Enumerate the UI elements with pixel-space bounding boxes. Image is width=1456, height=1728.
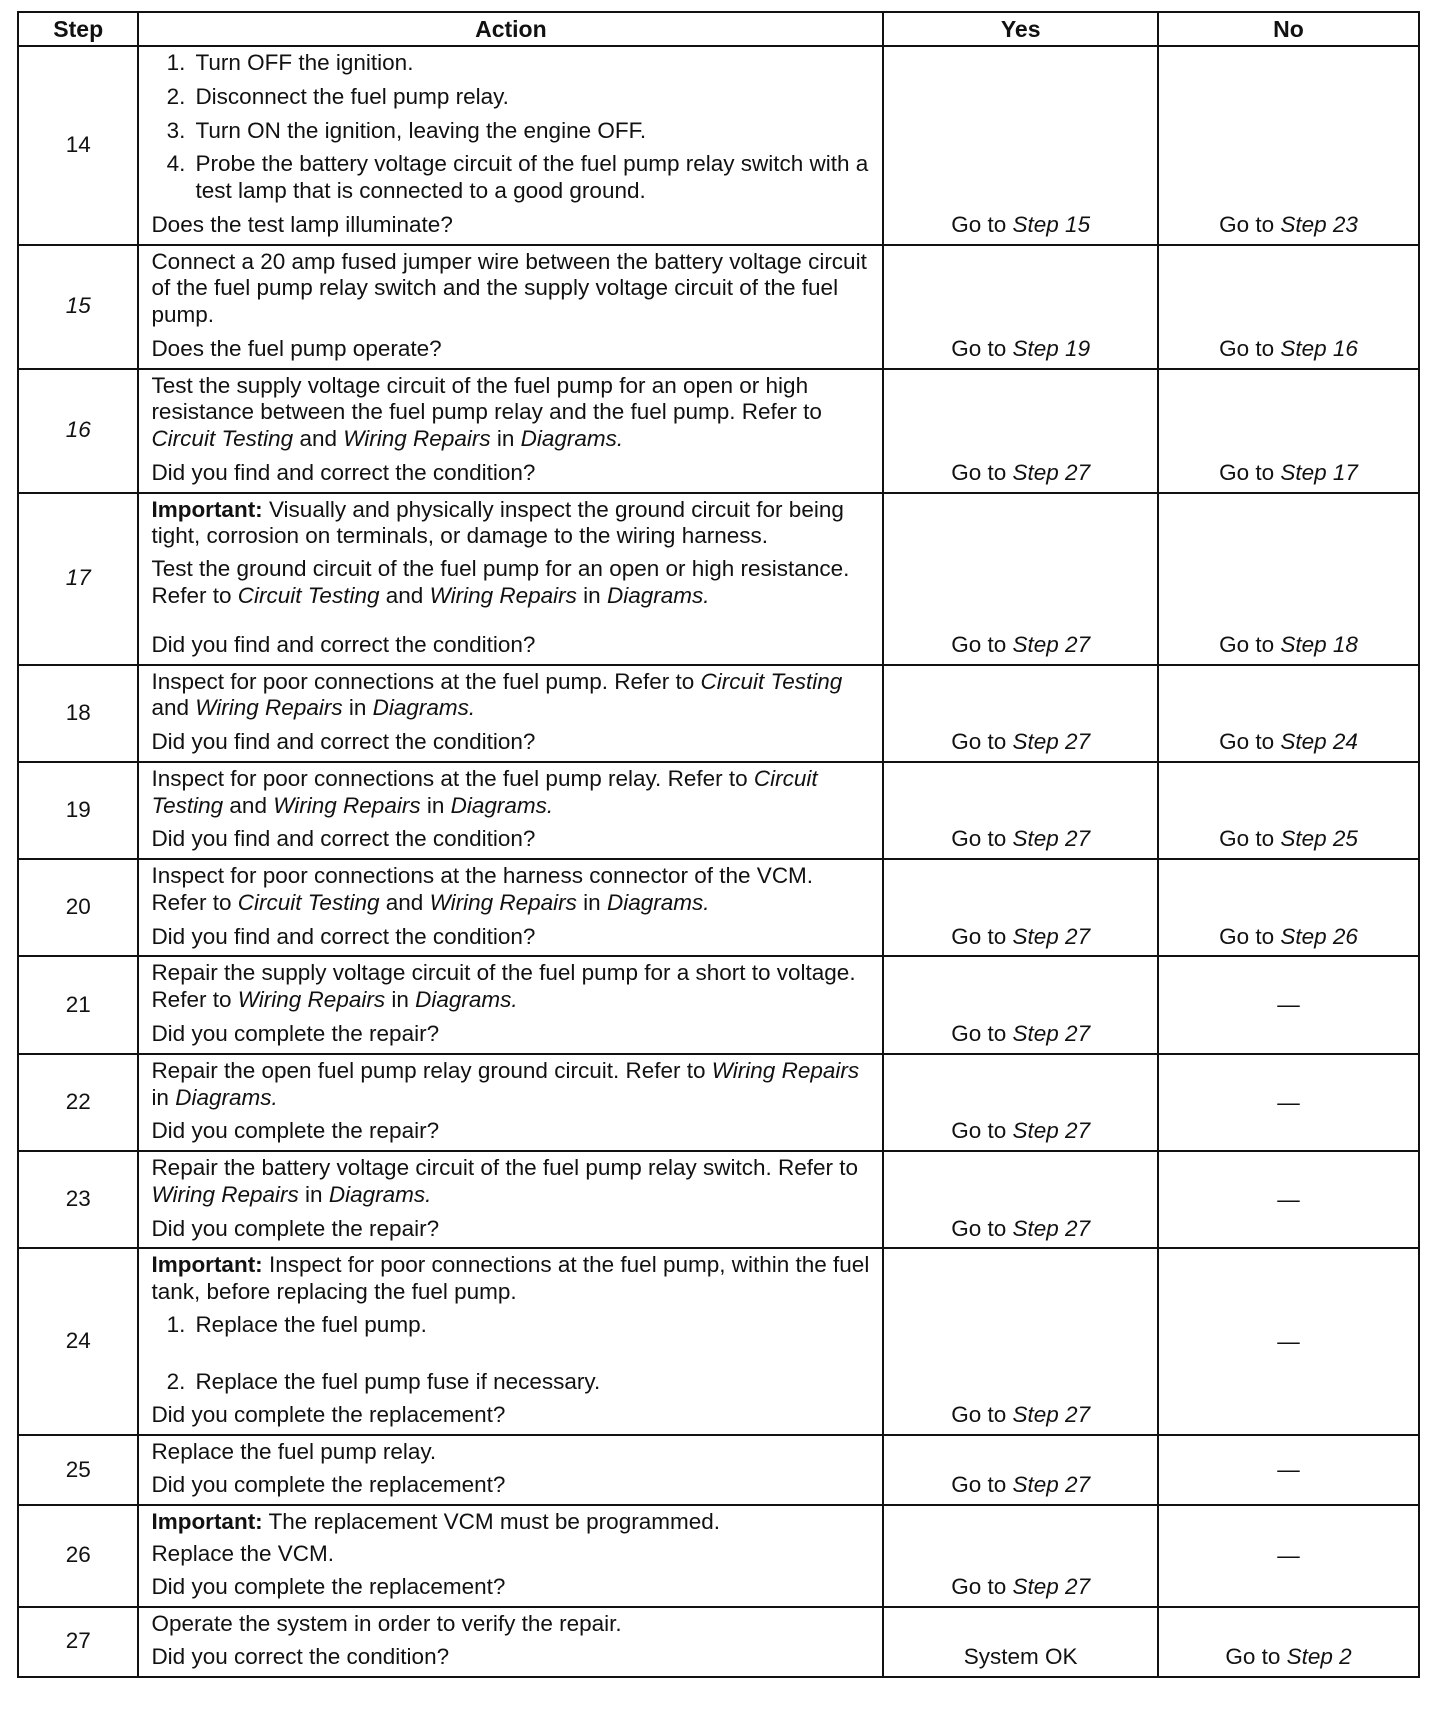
- table-row: [18, 245, 1419, 369]
- header-step: Step: [18, 12, 138, 46]
- no-cell: Go to Step 17: [1158, 369, 1419, 493]
- step-link[interactable]: Step 17: [1280, 459, 1358, 485]
- action-cell: Inspect for poor connections at the fuel pump. Refer to Circuit Testing and Wiring Repairs in Diagrams. Did you find and correct the condition?: [138, 665, 883, 762]
- action-cell: Repair the supply voltage circuit of the fuel pump for a short to voltage. Refer to Wiring Repairs in Diagrams. Did you complete the repair?: [138, 956, 883, 1053]
- action-cell: Operate the system in order to verify the repair. Did you correct the condition?: [138, 1607, 883, 1677]
- yes-cell: System OK: [883, 1607, 1158, 1677]
- yes-cell: Go to Step 15: [883, 46, 1158, 245]
- step-number: 25: [18, 1435, 138, 1505]
- list-item: 2. Replace the fuel pump fuse if necessary.: [166, 1368, 601, 1394]
- yes-cell: Go to Step 27: [883, 1151, 1158, 1248]
- action-cell: Test the supply voltage circuit of the fuel pump for an open or high resistance between the fuel pump relay and the fuel pump. Refer to Circuit Testing and Wiring Repairs in Diagrams. Did you find and correct the condition?: [138, 369, 883, 493]
- step-link[interactable]: Step 27: [1012, 923, 1091, 949]
- table-row: [18, 665, 1419, 762]
- action-cell: [138, 46, 883, 245]
- header-yes: Yes: [883, 12, 1158, 46]
- step-link[interactable]: Step 27: [1012, 1118, 1091, 1144]
- question: Did you find and correct the condition?: [151, 826, 536, 852]
- no-cell: Go to Step 16: [1158, 245, 1419, 369]
- step-number: 21: [18, 956, 138, 1053]
- table-row: [18, 859, 1419, 956]
- no-cell: Go to Step 23: [1158, 46, 1419, 245]
- question: Did you complete the repair?: [151, 1215, 440, 1241]
- question: Did you correct the condition?: [151, 1643, 450, 1669]
- table-row: [18, 1505, 1419, 1607]
- step-link[interactable]: Step 15: [1012, 211, 1091, 237]
- diagnostic-table: [17, 11, 1420, 1678]
- action-cell: Inspect for poor connections at the harness connector of the VCM. Refer to Circuit Testing and Wiring Repairs in Diagrams. Did you find and correct the condition?: [138, 859, 883, 956]
- step-link[interactable]: Step 2: [1286, 1643, 1352, 1669]
- no-cell: —: [1158, 1248, 1419, 1435]
- yes-cell: Go to Step 27: [883, 956, 1158, 1053]
- step-number: 26: [18, 1505, 138, 1607]
- header-action: Action: [138, 12, 883, 46]
- step-link[interactable]: Step 27: [1012, 1020, 1091, 1046]
- action-cell: Connect a 20 amp fused jumper wire between the battery voltage circuit of the fuel pump relay switch and the supply voltage circuit of the fuel pump. Does the fuel pump operate?: [138, 245, 883, 369]
- important-label: Important:: [151, 496, 263, 522]
- step-link[interactable]: Step 19: [1012, 335, 1091, 361]
- table-row: [18, 46, 1419, 245]
- step-number: 19: [18, 762, 138, 859]
- action-cell: Important: Inspect for poor connections at the fuel pump, within the fuel tank, before replacing the fuel pump. 1. Replace the fuel pump. 2. Replace the fuel pump fuse if necessary. Did you complete the replacement?: [138, 1248, 883, 1435]
- step-link[interactable]: Step 27: [1012, 826, 1091, 852]
- step-link[interactable]: Step 27: [1012, 631, 1091, 657]
- yes-cell: Go to Step 27: [883, 859, 1158, 956]
- question: Did you find and correct the condition?: [151, 923, 536, 949]
- step-number: 27: [18, 1607, 138, 1677]
- step-link[interactable]: Step 25: [1280, 826, 1358, 852]
- table-row: [18, 1151, 1419, 1248]
- table-row: [18, 762, 1419, 859]
- step-link[interactable]: Step 27: [1012, 459, 1091, 485]
- step-link[interactable]: Step 24: [1280, 729, 1358, 755]
- table-row: [18, 1248, 1419, 1435]
- step-number: 16: [18, 369, 138, 493]
- yes-cell: Go to Step 27: [883, 1505, 1158, 1607]
- question: Does the fuel pump operate?: [151, 335, 442, 361]
- table-row: [18, 1435, 1419, 1505]
- header-row: [18, 12, 1419, 46]
- question: Did you complete the repair?: [151, 1020, 440, 1046]
- important-label: Important:: [151, 1252, 263, 1278]
- no-cell: —: [1158, 1435, 1419, 1505]
- yes-cell: Go to Step 27: [883, 369, 1158, 493]
- action-cell: Replace the fuel pump relay. Did you complete the replacement?: [138, 1435, 883, 1505]
- list-item: 1. Turn OFF the ignition.: [166, 50, 414, 75]
- step-number: 22: [18, 1054, 138, 1151]
- yes-cell: Go to Step 27: [883, 493, 1158, 665]
- question: Did you find and correct the condition?: [151, 459, 536, 485]
- no-cell: Go to Step 24: [1158, 665, 1419, 762]
- question: Did you complete the replacement?: [151, 1574, 506, 1600]
- question: Does the test lamp illuminate?: [151, 211, 453, 237]
- yes-cell: Go to Step 19: [883, 245, 1158, 369]
- list-item: 1. Replace the fuel pump.: [166, 1311, 427, 1337]
- step-link[interactable]: Step 27: [1012, 729, 1091, 755]
- no-cell: Go to Step 2: [1158, 1607, 1419, 1677]
- yes-cell: Go to Step 27: [883, 665, 1158, 762]
- step-link[interactable]: Step 27: [1012, 1471, 1091, 1497]
- table-row: [18, 369, 1419, 493]
- step-number: 23: [18, 1151, 138, 1248]
- step-link[interactable]: Step 27: [1012, 1402, 1091, 1428]
- step-number: 17: [18, 493, 138, 665]
- yes-cell: Go to Step 27: [883, 1054, 1158, 1151]
- step-link[interactable]: Step 23: [1280, 211, 1358, 237]
- no-cell: —: [1158, 1505, 1419, 1607]
- no-cell: —: [1158, 1151, 1419, 1248]
- action-cell: Important: The replacement VCM must be programmed. Replace the VCM. Did you complete the replacement?: [138, 1505, 883, 1607]
- table-row: [18, 493, 1419, 665]
- step-number: 14: [18, 46, 138, 245]
- step-number: 20: [18, 859, 138, 956]
- yes-cell: Go to Step 27: [883, 1435, 1158, 1505]
- question: Did you complete the replacement?: [151, 1471, 506, 1497]
- no-cell: Go to Step 18: [1158, 493, 1419, 665]
- question: Did you find and correct the condition?: [151, 729, 536, 755]
- table-row: [18, 1607, 1419, 1677]
- table-row: [18, 956, 1419, 1053]
- action-cell: Repair the open fuel pump relay ground circuit. Refer to Wiring Repairs in Diagrams. Did you complete the repair?: [138, 1054, 883, 1151]
- step-link[interactable]: Step 16: [1280, 335, 1358, 361]
- table-row: [18, 1054, 1419, 1151]
- action-cell: Inspect for poor connections at the fuel pump relay. Refer to Circuit Testing and Wiring Repairs in Diagrams. Did you find and correct the condition?: [138, 762, 883, 859]
- no-cell: Go to Step 26: [1158, 859, 1419, 956]
- step-link[interactable]: Step 26: [1280, 923, 1358, 949]
- step-number: 24: [18, 1248, 138, 1435]
- step-link[interactable]: Step 27: [1012, 1574, 1091, 1600]
- step-number: 18: [18, 665, 138, 762]
- list-item: 2. Disconnect the fuel pump relay.: [166, 83, 509, 109]
- step-link[interactable]: Step 27: [1012, 1215, 1091, 1241]
- question: Did you find and correct the condition?: [151, 631, 536, 657]
- yes-cell: Go to Step 27: [883, 762, 1158, 859]
- list-item: 4. Probe the battery voltage circuit of the fuel pump relay switch with a test lamp that is connected to a good ground.: [166, 151, 869, 204]
- action-cell: Repair the battery voltage circuit of the fuel pump relay switch. Refer to Wiring Repairs in Diagrams. Did you complete the repair?: [138, 1151, 883, 1248]
- question: Did you complete the replacement?: [151, 1402, 506, 1428]
- action-cell: Important: Visually and physically inspect the ground circuit for being tight, corrosion on terminals, or damage to the wiring harness. Test the ground circuit of the fuel pump for an open or high resistance. Refer to Circuit Testing and Wiring Repairs in Diagrams. Did you find and correct the condition?: [138, 493, 883, 665]
- step-number: 15: [18, 245, 138, 369]
- no-cell: —: [1158, 1054, 1419, 1151]
- important-label: Important:: [151, 1508, 263, 1534]
- header-no: No: [1158, 12, 1419, 46]
- question: Did you complete the repair?: [151, 1118, 440, 1144]
- no-cell: Go to Step 25: [1158, 762, 1419, 859]
- list-item: 3. Turn ON the ignition, leaving the engine OFF.: [166, 117, 647, 143]
- no-cell: —: [1158, 956, 1419, 1053]
- yes-cell: Go to Step 27: [883, 1248, 1158, 1435]
- step-link[interactable]: Step 18: [1280, 631, 1358, 657]
